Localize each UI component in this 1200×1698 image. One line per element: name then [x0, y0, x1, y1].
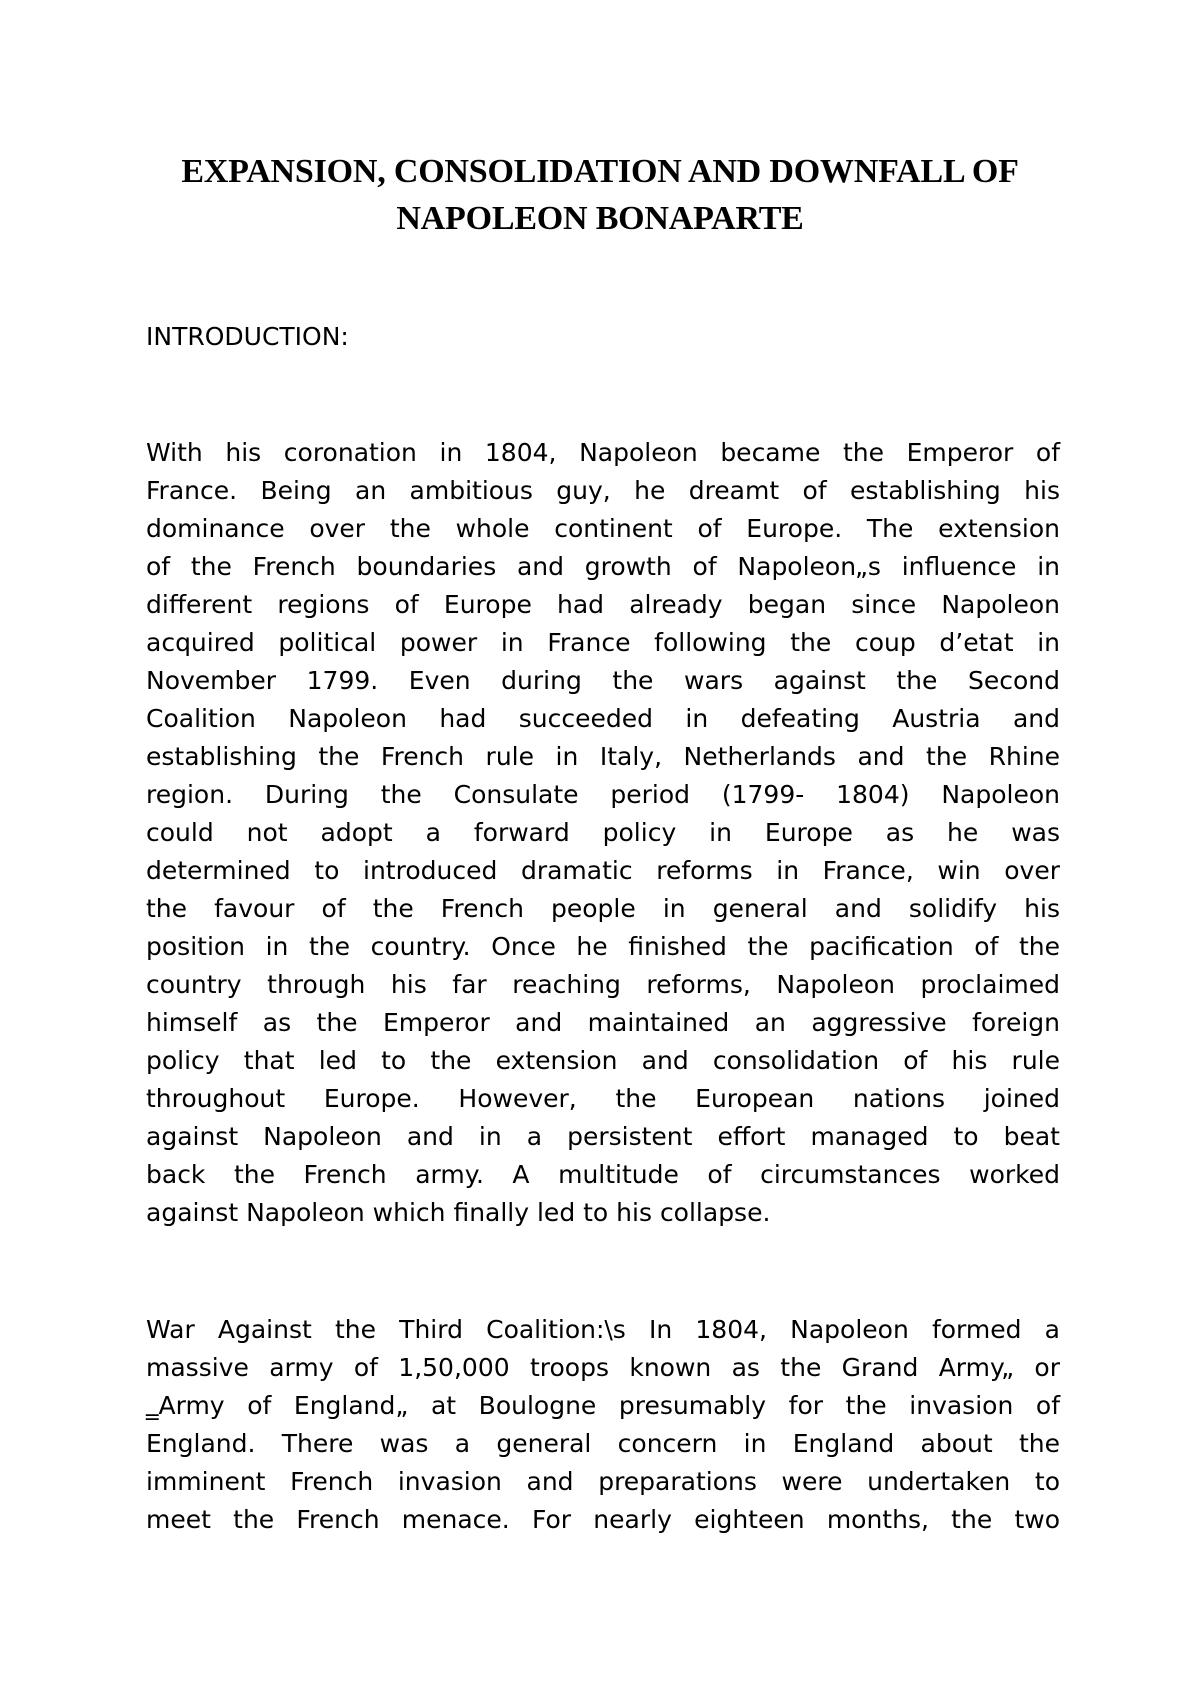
paragraph-line: ‗Army of England„ at Boulogne presumably for the invasion of — [146, 1391, 1060, 1420]
paragraph-line: determined to introduced dramatic reforms in France, win over — [146, 856, 1060, 885]
paragraph-line: establishing the French rule in Italy, Netherlands and the Rhine — [146, 742, 1060, 771]
paragraph-line: country through his far reaching reforms, Napoleon proclaimed — [146, 970, 1060, 999]
paragraph-line: England. There was a general concern in England about the — [146, 1429, 1060, 1458]
title-line: NAPOLEON BONAPARTE — [396, 200, 804, 237]
paragraph-line: of the French boundaries and growth of Napoleon„s influence in — [146, 552, 1060, 581]
third-coalition-paragraph — [146, 1311, 1060, 1539]
paragraph-line: different regions of Europe had already began since Napoleon — [146, 590, 1060, 619]
paragraph-line: massive army of 1,50,000 troops known as the Grand Army„ or — [146, 1353, 1060, 1382]
document-title — [140, 148, 1060, 242]
paragraph-line: region. During the Consulate period (1799- 1804) Napoleon — [146, 780, 1060, 809]
introduction-paragraph — [146, 434, 1060, 1232]
paragraph-line: position in the country. Once he finished the pacification of the — [146, 932, 1060, 961]
paragraph-line: With his coronation in 1804, Napoleon became the Emperor of — [146, 438, 1060, 467]
paragraph-line: could not adopt a forward policy in Europe as he was — [146, 818, 1060, 847]
paragraph-line: the favour of the French people in general and solidify his — [146, 894, 1060, 923]
paragraph-line: back the French army. A multitude of circumstances worked — [146, 1160, 1060, 1189]
paragraph-line: against Napoleon which finally led to his collapse. — [146, 1198, 771, 1227]
paragraph-line: against Napoleon and in a persistent effort managed to beat — [146, 1122, 1060, 1151]
paragraph-line: meet the French menace. For nearly eighteen months, the two — [146, 1505, 1060, 1534]
paragraph-line: War Against the Third Coalition:\s In 1804, Napoleon formed a — [146, 1315, 1060, 1344]
paragraph-line: himself as the Emperor and maintained an aggressive foreign — [146, 1008, 1060, 1037]
section-heading: INTRODUCTION: — [146, 322, 349, 351]
paragraph-line: dominance over the whole continent of Europe. The extension — [146, 514, 1060, 543]
title-line: EXPANSION, CONSOLIDATION AND DOWNFALL OF — [181, 153, 1019, 190]
paragraph-line: imminent French invasion and preparations were undertaken to — [146, 1467, 1060, 1496]
paragraph-line: France. Being an ambitious guy, he dreamt of establishing his — [146, 476, 1060, 505]
paragraph-line: Coalition Napoleon had succeeded in defeating Austria and — [146, 704, 1060, 733]
paragraph-line: acquired political power in France following the coup d’etat in — [146, 628, 1060, 657]
paragraph-line: throughout Europe. However, the European nations joined — [146, 1084, 1060, 1113]
paragraph-line: November 1799. Even during the wars against the Second — [146, 666, 1060, 695]
paragraph-line: policy that led to the extension and consolidation of his rule — [146, 1046, 1060, 1075]
